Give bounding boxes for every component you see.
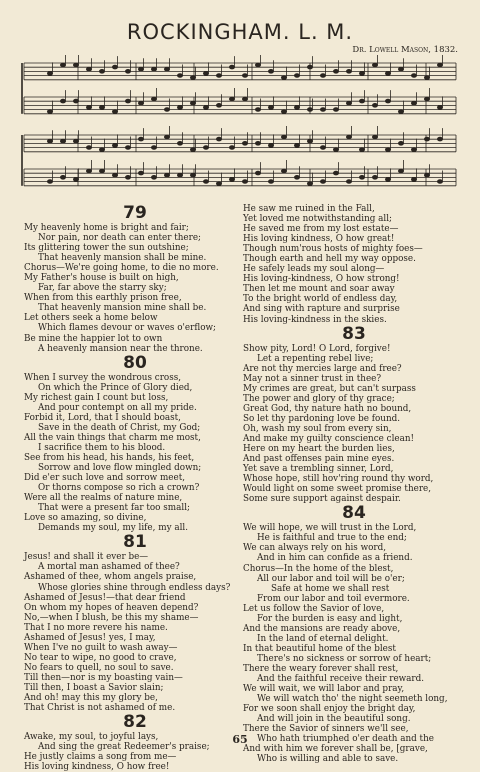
verse-line: That I no more revere his name. (24, 622, 168, 633)
verse-line: Are not thy mercies large and free? (243, 363, 402, 374)
note-head (346, 135, 351, 139)
note-head (216, 137, 221, 141)
verse-line: See from his head, his hands, his feet, (24, 452, 195, 463)
verse-line: Though earth and hell my way oppose. (243, 254, 416, 265)
verse-line: And in him can confide as a friend. (257, 553, 413, 564)
verse-line: He justly claims a song from me— (24, 752, 177, 763)
note-head (151, 97, 156, 101)
note-head (385, 178, 390, 182)
note-head (255, 63, 260, 67)
verse-line: There the Savior of sinners we'll see, (243, 724, 409, 735)
note-head (255, 141, 260, 145)
note-head (437, 137, 442, 141)
verse-line: Whose hope, still hov'ring round thy word, (243, 474, 434, 485)
note-head (385, 72, 390, 76)
verse-line: Till then—nor is my boasting vain— (24, 672, 183, 683)
note-head (99, 148, 104, 152)
verse-line: He saved me from my lost estate— (243, 224, 399, 235)
verse-line: We can always rely on his word, (243, 543, 387, 554)
note-head (437, 63, 442, 67)
composer-credit: Dr. Lowell Mason, 1832. (352, 45, 458, 55)
page-number: 65 (232, 733, 248, 746)
note-head (372, 103, 377, 107)
music-score (18, 55, 462, 205)
note-head (294, 144, 299, 148)
note-head (294, 74, 299, 78)
note-head (73, 178, 78, 182)
note-head (424, 137, 429, 141)
hymn-block (24, 354, 246, 534)
verse-line: Whose glories shine through endless days? (38, 582, 231, 593)
verse-line: All our labor and toil will be o'er; (257, 573, 405, 584)
note-head (424, 97, 429, 101)
note-head (177, 141, 182, 145)
verse-line: My crimes are great, but can't surpass (243, 383, 416, 394)
verse-line: Ashamed of thee, whom angels praise, (24, 572, 197, 583)
verse-line: Let us follow the Savior of love, (243, 603, 385, 614)
verse-line: And sing with rapture and surprise (243, 304, 400, 315)
verse-line: Jesus! and shall it ever be— (24, 552, 149, 563)
note-head (229, 97, 234, 101)
note-head (203, 106, 208, 110)
verse-line: And sing the great Redeemer's praise; (38, 742, 210, 753)
note-head (281, 135, 286, 139)
note-head (359, 99, 364, 103)
note-head (385, 148, 390, 152)
note-head (268, 106, 273, 110)
verse-line: Chorus—In the home of the blest, (243, 563, 394, 574)
note-head (359, 148, 364, 152)
note-head (385, 99, 390, 103)
verse-line: I sacrifice them to his blood. (38, 442, 166, 453)
note-head (398, 67, 403, 71)
note-head (151, 146, 156, 150)
verse-line: Yet save a trembling sinner, Lord, (243, 464, 394, 475)
note-head (138, 171, 143, 175)
note-head (268, 144, 273, 148)
verse-line: Oh, wash my soul from every sin, (243, 423, 392, 434)
hymn-number: 80 (123, 352, 147, 373)
verse-line: Then let me mount and soar away (243, 284, 395, 295)
note-head (398, 141, 403, 145)
note-head (151, 67, 156, 71)
note-head (216, 74, 221, 78)
verse-line: Let others seek a home below (24, 313, 158, 324)
note-head (138, 101, 143, 105)
note-head (411, 101, 416, 105)
note-head (203, 180, 208, 184)
note-head (437, 106, 442, 110)
verse-line: No fears to quell, no soul to save. (24, 662, 174, 673)
verse-line: In the land of eternal delight. (257, 633, 389, 644)
verse-line: Let a repenting rebel live; (257, 353, 374, 364)
verse-line: And past offenses pain mine eyes. (243, 454, 395, 465)
verse-line: Chorus—We're going home, to die no more. (24, 263, 219, 274)
hymn-number: 79 (123, 203, 147, 223)
verse-line: From our labor and toil evermore. (257, 593, 410, 604)
note-head (47, 72, 52, 76)
note-head (151, 175, 156, 179)
note-head (125, 175, 130, 179)
note-head (47, 139, 52, 143)
verse-line: All the vain things that charm me most, (24, 432, 201, 443)
verse-line: May not a sinner trust in thee? (243, 373, 382, 384)
note-head (320, 180, 325, 184)
verse-line: My heavenly home is bright and fair; (24, 223, 189, 233)
note-head (372, 135, 377, 139)
note-head (73, 139, 78, 143)
verse-line: We will hope, we will trust in the Lord, (243, 523, 417, 534)
verse-line: He safely leads my soul along— (243, 264, 385, 275)
note-head (333, 108, 338, 112)
note-head (216, 182, 221, 186)
verse-line: Who hath triumphed o'er death and the (257, 734, 434, 745)
note-head (398, 110, 403, 114)
note-head (203, 146, 208, 150)
verse-line: Nor pain, nor death can enter there; (38, 233, 202, 244)
note-head (164, 173, 169, 177)
verse-line: Far, far above the starry sky; (38, 283, 167, 294)
note-head (281, 169, 286, 173)
verse-line: Here on my heart the burden lies, (243, 444, 395, 455)
verse-line: Were all the realms of nature mine, (24, 493, 183, 504)
verse-line: Sorrow and love flow mingled down; (38, 463, 202, 474)
verse-line: Safe at home we shall rest (271, 583, 390, 594)
verse-line: That were a present far too small; (38, 503, 190, 514)
verse-line: Love so amazing, so divine, (24, 513, 147, 524)
hymn-block (243, 204, 465, 325)
verse-line: Or thorns compose so rich a crown? (38, 483, 200, 494)
verse-line: Till then, I boast a Savior slain; (24, 682, 164, 693)
right-column (243, 204, 465, 764)
note-head (242, 141, 247, 145)
verse-line: And the faithful receive their reward. (257, 674, 425, 685)
note-head (60, 175, 65, 179)
note-head (112, 65, 117, 69)
verse-line: For we soon shall enjoy the bright day, (243, 704, 416, 715)
hymn-block (243, 325, 465, 505)
verse-line: No,—when I blush, be this my shame— (24, 612, 199, 623)
note-head (307, 108, 312, 112)
note-head (372, 175, 377, 179)
note-head (138, 67, 143, 71)
note-head (320, 146, 325, 150)
note-head (125, 146, 130, 150)
verse-line: My Father's house is built on high, (24, 273, 179, 284)
note-head (294, 106, 299, 110)
verse-line: On whom my hopes of heaven depend? (24, 602, 199, 613)
note-head (320, 74, 325, 78)
note-head (60, 99, 65, 103)
note-head (307, 65, 312, 69)
note-head (307, 139, 312, 143)
verse-line: And pour contempt on all my pride. (38, 402, 197, 413)
note-head (99, 169, 104, 173)
verse-line: And will join in the beautiful song. (257, 714, 411, 725)
verse-line: For the burden is easy and light, (257, 613, 403, 624)
note-head (164, 108, 169, 112)
verse-line: And the mansions are ready above, (243, 623, 401, 634)
note-head (60, 63, 65, 67)
verse-line: Would light on some sweet promise there, (243, 484, 432, 495)
verse-line: Great God, thy nature hath no bound, (243, 403, 412, 414)
verse-line: Save in the death of Christ, my God; (38, 422, 201, 433)
note-head (229, 178, 234, 182)
note-head (281, 76, 286, 80)
note-head (411, 148, 416, 152)
hymn-number: 83 (342, 323, 366, 344)
verse-line: And with him we forever shall be, [grave, (243, 744, 428, 755)
verse-line: A mortal man ashamed of thee? (38, 562, 180, 573)
verse-line: So let thy pardoning love be found. (243, 413, 401, 424)
verse-line: Awake, my soul, to joyful lays, (24, 732, 159, 743)
note-head (164, 67, 169, 71)
note-head (73, 99, 78, 103)
note-head (99, 106, 104, 110)
note-head (125, 99, 130, 103)
note-head (307, 182, 312, 186)
note-head (47, 110, 52, 114)
verse-line: That heavenly mansion mine shall be. (38, 303, 207, 314)
note-head (86, 146, 91, 150)
note-head (346, 180, 351, 184)
verse-line: We will watch tho' the night seemeth long, (257, 694, 448, 705)
note-head (242, 74, 247, 78)
verse-line: Be mine the happier lot to own (24, 333, 163, 344)
verse-line: Did e'er such love and sorrow meet, (24, 473, 186, 484)
hymn-number: 81 (123, 532, 147, 553)
note-head (177, 106, 182, 110)
verse-line: He is faithful and true to the end; (257, 533, 407, 544)
note-head (268, 180, 273, 184)
verse-line: Who is willing and able to save. (257, 754, 399, 765)
verse-line: When I survey the wondrous cross, (24, 372, 182, 383)
note-head (411, 178, 416, 182)
note-head (138, 137, 143, 141)
note-head (112, 110, 117, 114)
verse-line: That Christ is not ashamed of me. (24, 703, 176, 714)
note-head (125, 69, 130, 73)
note-head (320, 108, 325, 112)
note-head (294, 175, 299, 179)
note-head (242, 180, 247, 184)
note-head (372, 63, 377, 67)
note-head (281, 110, 286, 114)
note-head (190, 148, 195, 152)
verse-line: His loving-kindness, O how strong! (243, 274, 400, 285)
verse-line: He saw me ruined in the Fall, (243, 204, 375, 214)
verse-line: And make my guilty conscience clean! (243, 433, 415, 444)
verse-line: A heavenly mansion near the throne. (38, 343, 203, 354)
note-head (177, 74, 182, 78)
note-head (99, 69, 104, 73)
note-head (424, 173, 429, 177)
note-head (411, 74, 416, 78)
note-head (60, 139, 65, 143)
verse-line: Show pity, Lord! O Lord, forgive! (243, 343, 391, 354)
hymn-block (24, 533, 246, 713)
note-head (86, 169, 91, 173)
note-head (346, 69, 351, 73)
note-head (242, 97, 247, 101)
hymn-number: 84 (342, 503, 366, 524)
note-head (164, 135, 169, 139)
note-head (333, 148, 338, 152)
note-head (86, 67, 91, 71)
note-head (112, 173, 117, 177)
verse-line: We will wait, we will labor and pray, (243, 684, 405, 695)
verse-line: His loving kindness, O how great! (243, 234, 395, 245)
note-head (229, 146, 234, 150)
verse-line: His loving kindness, O how free! (24, 762, 170, 772)
verse-line: Though num'rous hosts of mighty foes— (243, 244, 423, 255)
note-head (359, 72, 364, 76)
note-head (229, 65, 234, 69)
verse-line: When from this earthly prison free, (24, 293, 182, 304)
verse-line: His loving-kindness in the skies. (243, 314, 387, 325)
note-head (216, 103, 221, 107)
note-head (333, 69, 338, 73)
note-head (190, 101, 195, 105)
verse-line: And oh! may this my glory be, (24, 693, 158, 704)
note-head (333, 171, 338, 175)
note-head (177, 173, 182, 177)
verse-line: To the bright world of endless day, (243, 294, 398, 305)
note-head (268, 69, 273, 73)
note-head (190, 76, 195, 80)
note-head (73, 63, 78, 67)
verse-line: In that beautiful home of the blest (243, 643, 396, 654)
note-head (437, 180, 442, 184)
verse-line: Ashamed of Jesus! yes, I may, (24, 632, 156, 643)
hymn-block (243, 504, 465, 764)
note-head (255, 171, 260, 175)
verse-line: There's no sickness or sorrow of heart; (257, 653, 432, 664)
note-head (424, 76, 429, 80)
verse-line: Demands my soul, my life, my all. (38, 523, 189, 534)
note-head (359, 175, 364, 179)
verse-line: Some sure support against despair. (243, 494, 401, 505)
note-head (203, 72, 208, 76)
hymn-block (24, 204, 246, 354)
note-head (112, 144, 117, 148)
verse-line: Which flames devour or waves o'erflow; (38, 323, 216, 334)
verse-line: On which the Prince of Glory died, (38, 382, 193, 393)
note-head (190, 173, 195, 177)
verse-line: When I've no guilt to wash away— (24, 642, 178, 653)
note-head (346, 101, 351, 105)
note-head (255, 108, 260, 112)
verse-line: The power and glory of thy grace; (243, 393, 395, 404)
note-head (398, 169, 403, 173)
verse-line: That heavenly mansion shall be mine. (38, 253, 207, 264)
verse-line: My richest gain I count but loss, (24, 392, 169, 403)
tune-title: ROCKINGHAM. L. M. (126, 20, 354, 44)
verse-line: No tear to wipe, no good to crave, (24, 652, 177, 663)
verse-line: There the weary forever shall rest, (243, 663, 399, 674)
verse-line: Yet loved me notwithstanding all; (243, 214, 393, 225)
note-head (47, 180, 52, 184)
verse-line: Forbid it, Lord, that I should boast, (24, 412, 181, 423)
verse-line: Ashamed of Jesus!—that dear friend (24, 592, 186, 603)
note-head (86, 106, 91, 110)
verse-line: Its glittering tower the sun outshine; (24, 243, 189, 254)
hymn-number: 82 (123, 712, 147, 733)
left-column (24, 204, 246, 772)
